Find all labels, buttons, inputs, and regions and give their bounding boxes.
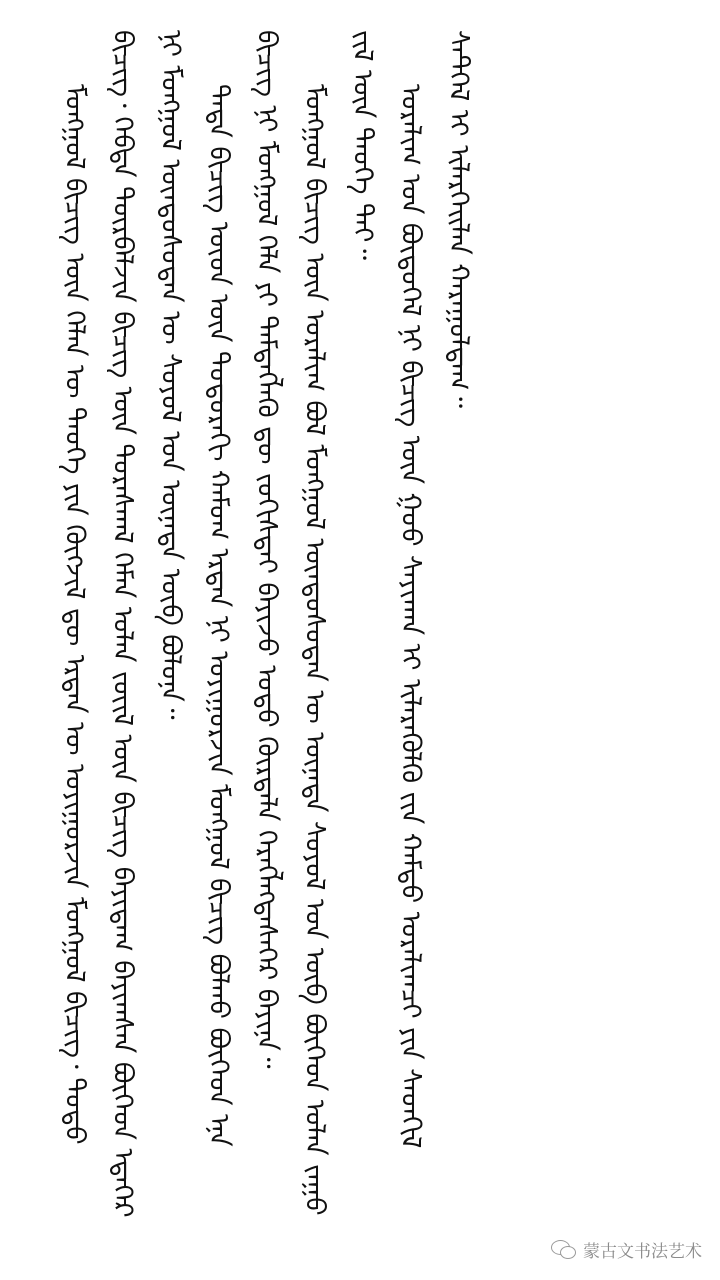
mongolian-text-body: [50, 30, 670, 1220]
account-watermark: [551, 1237, 702, 1262]
paragraph: ᠲᠡᠳᠡ ᠪᠢᠴᠢᠭ ᠦᠳ ᠦᠨ ᠳᠣᠲᠣᠷᠠᠬᠢ ᠬᠠᠮᠤᠭ ᠡᠷᠲᠡᠨ ᠨᠢ ᠤᠶᠢᠭᠤᠷᠵᠢᠨ ᠮᠣᠩᠭᠣᠯ ᠪᠢᠴᠢᠭ ᠪᠣᠯᠬᠤ ᠪᠥᠭᠡᠳ ᠡᠨᠡ ᠪᠢᠴᠢᠭ ᠨᠢ ᠮᠣᠩᠭᠣᠯ ᠬᠡᠯᠡ ᠶᠢ ᠲᠡᠮᠳᠡᠭᠯᠡᠬᠦ ᠳᠦ ᠵᠣᠬᠢᠰᠲᠠᠢ ᠪᠠᠶᠢᠵᠤ ᠣᠳᠣ ᠬᠦᠷᠲᠡᠯᠡ ᠬᠡᠷᠡᠭᠯᠡᠭᠳᠡᠰᠡᠭᠡᠷ ᠪᠠᠶᠢᠨᠠ᠃: [203, 30, 282, 1147]
paragraph: ᠮᠣᠩᠭᠣᠯ ᠪᠢᠴᠢᠭ ᠦᠨ ᠤᠷᠠᠯᠢᠭ ᠪᠣᠯ ᠮᠣᠩᠭᠣᠯ ᠦᠨᠳᠦᠰᠦᠲᠡᠨ ᠦ ᠦᠨᠡᠲᠡ ᠰᠣᠶᠣᠯ ᠤᠨ ᠥᠪ ᠪᠥᠭᠡᠳ ᠣᠯᠠᠨ ᠵᠠᠭᠤ ᠵᠢᠯ ᠦᠨ ᠲᠡᠦᠬᠡ ᠲᠠᠢ᠃: [299, 30, 378, 1216]
paragraph: ᠮᠣᠩᠭᠣᠯ ᠪᠢᠴᠢᠭ ᠦᠨ ᠬᠡᠯᠡᠨ ᠦ ᠲᠡᠦᠬᠡ ᠶᠢᠨ ᠬᠥᠭᠵᠢᠯ ᠳᠦ ᠡᠷᠲᠡᠨ ᠦ ᠤᠶᠢᠭᠤᠷᠵᠢᠨ ᠮᠣᠩᠭᠣᠯ ᠪᠢᠴᠢᠭ᠂ ᠲᠣᠳᠣ ᠪᠢᠴᠢᠭ᠂ ᠬᠡᠪᠲᠡ ᠳᠥᠷᠪᠡᠯᠵᠢᠨ ᠪᠢᠴᠢᠭ ᠦᠨ ᠳᠤᠷᠠᠰᠬᠠᠯ ᠬᠡᠮᠡᠨ ᠣᠯᠠᠨ ᠵᠦᠢᠯ ᠦᠨ ᠪᠢᠴᠢᠭ ᠪᠠᠶᠢᠳᠠᠭ ᠪᠠᠶᠢᠭᠰᠠᠨ ᠪᠥᠭᠡᠳ ᠡᠳᠡᠭᠡᠷ ᠨᠢ ᠮᠣᠩᠭᠣᠯ ᠦᠨᠳᠦᠰᠦᠲᠡᠨ ᠦ ᠰᠣᠶᠣᠯ ᠤᠨ ᠦᠨᠡᠲᠡ ᠥᠪ ᠪᠣᠯᠤᠨᠠ᠃: [59, 30, 186, 1218]
watermark-text: 蒙古文书法艺术: [583, 1242, 702, 1262]
paragraph: ᠤᠷᠠᠯᠢᠭ ᠤᠨ ᠪᠦᠲᠦᠭᠡᠯ ᠨᠢ ᠪᠢᠴᠢᠭ ᠦᠨ ᠭᠣᠣ ᠰᠠᠶᠢᠬᠠᠨ ᠢ ᠢᠯᠡᠷᠡᠭᠦᠯᠬᠦ ᠵᠢᠨ ᠬᠠᠮᠲᠤ ᠤᠷᠠᠯᠢᠭᠴᠢ ᠶᠢᠨ ᠰᠡᠳᠬᠢᠯ ᠰᠡᠲᠭᠡᠯ ᠢ ᠢᠯᠡᠷᠬᠡᠢᠯᠡᠨ ᠬᠠᠷᠠᠭᠤᠯᠳᠠᠭ᠃: [395, 30, 474, 1149]
wechat-icon: [551, 1240, 577, 1260]
